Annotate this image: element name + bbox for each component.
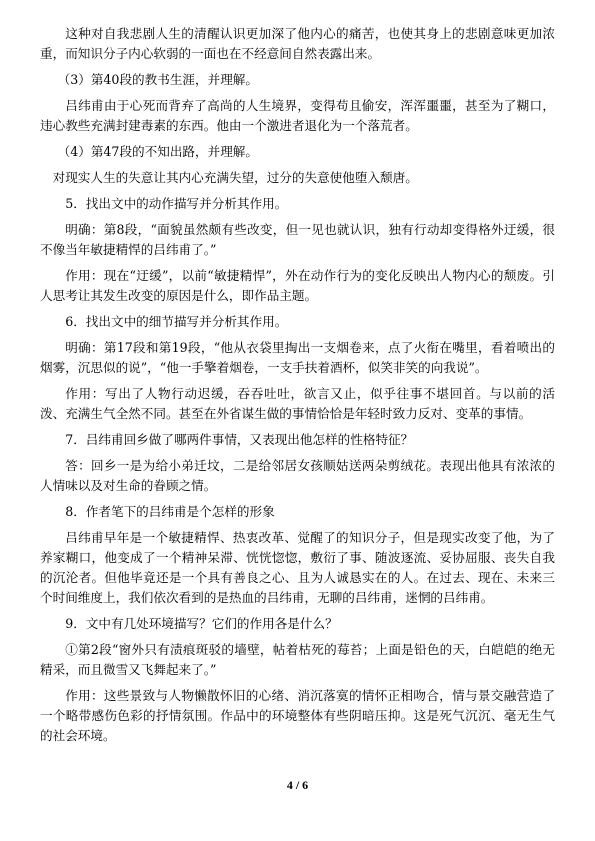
paragraph: （4）第47段的不知出路，并理解。 <box>57 144 258 159</box>
paragraph: 答：回乡一是为给小弟迁坟，二是给邻居女孩顺姑送两朵剪绒花。表现出他具有浓浓的人情味以及对生命的眷顾之情。 <box>40 458 555 493</box>
question-heading: 5．找出文中的动作描写并分析其作用。 <box>65 196 288 211</box>
paragraph: 作用：写出了人物行动迟缓，吞吞吐吐，欲言又止，似乎往事不堪回首。与以前的活泼、充满生气全然不同。甚至在外省谋生做的事情恰恰是年轻时致力反对、变革的事情。 <box>40 386 555 421</box>
question-heading: 9．文中有几处环境描写？它们的作用各是什么？ <box>65 616 338 631</box>
paragraph: 明确：第8段，“面貌虽然颇有些改变，但一见也就认识，独有行动却变得格外迂缓，很不像当年敏捷精悍的吕纬甫了。” <box>40 222 555 257</box>
paragraph: 作用：这些景致与人物懒散怀旧的心绪、消沉落寞的情怀正相吻合，情与景交融营造了一个略带感伤色彩的抒情氛围。作品中的环境整体有些阴暗压抑。这是死气沉沉、毫无生气的社会环境。 <box>40 688 555 743</box>
paragraph: （3）第40段的教书生涯，并理解。 <box>57 72 258 87</box>
paragraph: 作用：现在“迂缓”，以前“敏捷精悍”，外在动作行为的变化反映出人物内心的颓废。引人思考让其发生改变的原因是什么，即作品主题。 <box>40 268 555 303</box>
page-content <box>40 24 555 752</box>
paragraph: 明确：第17段和第19段，“他从衣袋里掏出一支烟卷来，点了火衔在嘴里，看着喷出的烟雾，沉思似的说”，“他一手擎着烟卷，一支手扶着酒杯，似笑非笑的向我说”。 <box>40 340 555 375</box>
question-heading: 7．吕纬甫回乡做了哪两件事情，又表现出他怎样的性格特征？ <box>65 432 414 447</box>
page-number: 4 / 6 <box>286 778 309 792</box>
paragraph: 吕纬甫早年是一个敏捷精悍、热衷改革、觉醒了的知识分子，但是现实改变了他，为了养家糊口，他变成了一个精神呆滞、恍恍惚惚，敷衍了事、随波逐流、妥协屈服、丧失自我的沉沦者。但他毕竟还是一个具有善良之心、且为人诚恳实在的人。在过去、现在、未来三个时间维度上，我们依次看到的是热血的吕纬甫，无聊的吕纬甫，迷惘的吕纬甫。 <box>40 530 555 605</box>
paragraph: 这种对自我悲剧人生的清醒认识更加深了他内心的痛苦，也使其身上的悲剧意味更加浓重，而知识分子内心软弱的一面也在不经意间自然表露出来。 <box>40 26 555 61</box>
paragraph: 吕纬甫由于心死而背弃了高尚的人生境界，变得苟且偷安，浑浑噩噩，甚至为了糊口，违心教些充满封建毒素的东西。他由一个激进者退化为一个落荒者。 <box>40 98 555 133</box>
paragraph: ①第2段“窗外只有渍痕斑驳的墙壁，帖着枯死的莓苔；上面是铅色的天，白皑皑的绝无精采，而且微雪又飞舞起来了。” <box>40 642 555 677</box>
question-heading: 8．作者笔下的吕纬甫是个怎样的形象 <box>65 504 275 519</box>
question-heading: 6．找出文中的细节描写并分析其作用。 <box>65 314 288 329</box>
paragraph: 对现实人生的失意让其内心充满失望，过分的失意使他堕入颓唐。 <box>52 170 418 185</box>
